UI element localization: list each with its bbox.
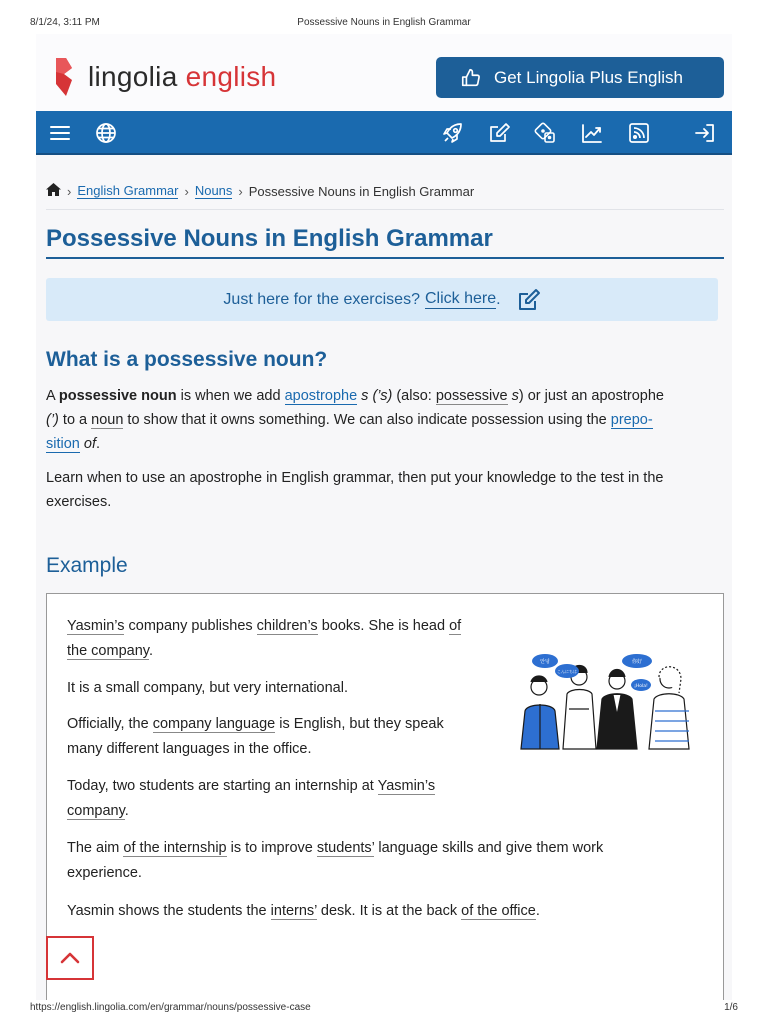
example-line: The aim of the internship is to improve students’ language skills and give them work experience. bbox=[67, 840, 604, 881]
thumbs-up-icon bbox=[460, 67, 482, 89]
print-url: https://english.lingolia.com/en/grammar/nouns/possessive-case bbox=[30, 1002, 311, 1013]
section-heading-what-is: What is a possessive noun? bbox=[46, 348, 328, 371]
exercise-banner bbox=[46, 278, 718, 321]
section-heading-example: Example bbox=[46, 554, 128, 577]
logo-word-english: english bbox=[185, 61, 277, 92]
menu-icon[interactable] bbox=[49, 122, 71, 144]
breadcrumb-english-grammar[interactable]: English Grammar bbox=[77, 183, 179, 198]
example-line: Yasmin’s company publishes children’s books. She is head of the company. bbox=[67, 618, 462, 659]
edit-icon[interactable] bbox=[488, 122, 510, 144]
globe-icon[interactable] bbox=[95, 122, 117, 144]
speech-bubble-text: 你好 bbox=[631, 659, 643, 665]
exercise-banner-text: Just here for the exercises? bbox=[223, 290, 420, 308]
rss-icon[interactable] bbox=[628, 122, 650, 144]
get-plus-button[interactable] bbox=[436, 57, 724, 98]
example-box bbox=[46, 593, 724, 1000]
example-line: Yasmin shows the students the interns’ desk. It is at the back of the office. bbox=[67, 903, 540, 919]
breadcrumb-current: Possessive Nouns in English Grammar bbox=[248, 183, 475, 199]
speech-bubble-text: ¡Hola! bbox=[634, 684, 648, 689]
print-footer bbox=[0, 1000, 768, 1024]
breadcrumb-separator: › bbox=[238, 183, 243, 199]
site-logo[interactable] bbox=[54, 58, 276, 96]
home-icon[interactable] bbox=[46, 183, 61, 199]
chevron-up-icon bbox=[60, 952, 80, 964]
preposition-link[interactable]: prepo- bbox=[610, 412, 653, 428]
preposition-link[interactable]: sition bbox=[46, 436, 80, 452]
example-line: Officially, the company language is English, but they speak many different languages in the office. bbox=[67, 716, 444, 757]
page bbox=[36, 34, 732, 1000]
example-line: It is a small company, but very international. bbox=[67, 680, 348, 696]
print-title: Possessive Nouns in English Grammar bbox=[297, 17, 471, 28]
login-icon[interactable] bbox=[694, 122, 716, 144]
logo-mark-icon bbox=[54, 58, 74, 96]
exercise-banner-period: . bbox=[496, 290, 501, 308]
main-navbar bbox=[36, 111, 732, 155]
exercise-link[interactable]: Click here bbox=[424, 290, 497, 307]
print-datetime: 8/1/24, 3:11 PM bbox=[30, 17, 100, 28]
logo-word-lingolia: lingolia bbox=[88, 61, 178, 92]
get-plus-label: Get Lingolia Plus English bbox=[494, 67, 684, 87]
page-title: Possessive Nouns in English Grammar bbox=[46, 225, 724, 259]
breadcrumb-separator: › bbox=[184, 183, 189, 199]
chart-icon[interactable] bbox=[581, 122, 603, 144]
intro-paragraph: A possessive noun is when we add apostrophe s (’s) (also: possessive s) or just an apostrophe (’) to a noun to show that it owns something. We can also indicate possession using the prepo- sition of. bbox=[46, 388, 664, 452]
office-people-illustration bbox=[509, 649, 709, 764]
noun-term[interactable]: noun bbox=[91, 412, 124, 428]
breadcrumb-nouns[interactable]: Nouns bbox=[194, 183, 233, 198]
breadcrumb bbox=[46, 183, 474, 199]
dice-icon[interactable] bbox=[534, 122, 556, 144]
learn-paragraph: Learn when to use an apostrophe in English grammar, then put your knowledge to the test in the exercises. bbox=[46, 470, 664, 510]
site-header bbox=[36, 34, 732, 111]
print-header bbox=[0, 0, 768, 34]
breadcrumb-divider bbox=[46, 209, 724, 210]
apostrophe-link[interactable]: apostrophe bbox=[284, 388, 358, 404]
example-line: Today, two students are starting an internship at Yasmin’s company. bbox=[67, 778, 436, 819]
possessive-term[interactable]: possessive bbox=[435, 388, 508, 404]
print-page-number: 1/6 bbox=[724, 1002, 738, 1013]
scroll-to-top-button[interactable] bbox=[46, 936, 94, 980]
speech-bubble-text: こんにちは bbox=[557, 669, 577, 674]
rocket-icon[interactable] bbox=[442, 122, 464, 144]
breadcrumb-separator: › bbox=[67, 183, 72, 199]
speech-bubble-text: 안녕 bbox=[540, 659, 550, 665]
edit-icon[interactable] bbox=[517, 288, 541, 312]
